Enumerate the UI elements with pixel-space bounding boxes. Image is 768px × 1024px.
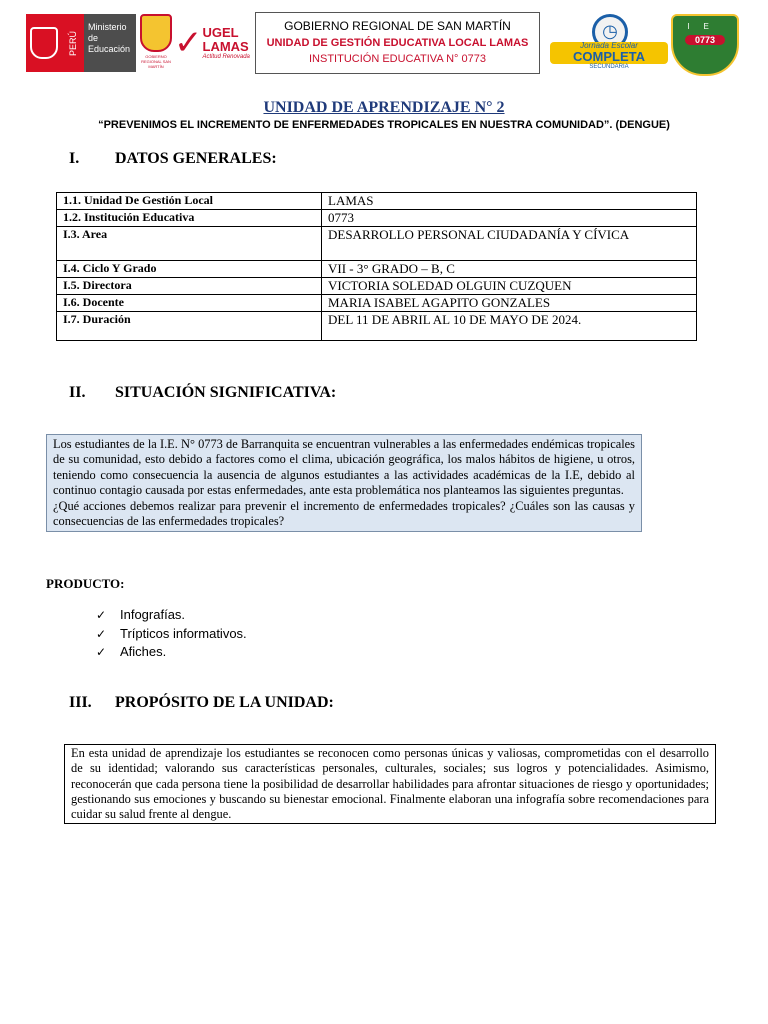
jec-main-text: COMPLETA [573,49,645,64]
table-cell-label: I.3. Area [57,227,322,261]
unit-subtitle: “PREVENIMOS EL INCREMENTO DE ENFERMEDADES TROPICALES EN NUESTRA COMUNIDAD”. (DENGUE) [98,119,670,131]
header-line-1: GOBIERNO REGIONAL DE SAN MARTÍN [284,19,511,33]
table-cell-value: DESARROLLO PERSONAL CIUDADANÍA Y CÍVICA [322,227,697,261]
producto-label: PRODUCTO: [46,576,125,591]
table-cell-label: 1.2. Institución Educativa [57,210,322,227]
ie-number: 0773 [685,35,725,45]
table-row [57,210,697,227]
peru-label: PERÚ [62,14,84,72]
section-heading-datos [69,150,277,168]
table-cell-label: 1.1. Unidad De Gestión Local [57,193,322,210]
header-line-2: UNIDAD DE GESTIÓN EDUCATIVA LOCAL LAMAS [266,37,529,49]
table-cell-value: LAMAS [322,193,697,210]
situacion-paragraph-1: Los estudiantes de la I.E. N° 0773 de Barranquita se encuentran vulnerables a las enfermedades endémicas tropicales de su comunidad, esto debido a factores como el clima, ubicación geográfica, los malos hábitos de higiene, u otros, teniendo como consecuencia la ausencia de algunos estudiantes a las actividades académicas de la I.E, debido al continuo contagio causada por estas enfermedades, ante esta problemática nos planteamos las siguientes preguntas. [53,437,635,498]
section-title: PROPÓSITO DE LA UNIDAD: [115,694,334,711]
institution-header-box [255,12,540,74]
producto-item-text: Afiches. [120,644,167,659]
section-number: III. [69,694,92,711]
table-cell-value: 0773 [322,210,697,227]
table-cell-value: VII - 3° GRADO – B, C [322,261,697,278]
regional-logo-text: GOBIERNO REGIONAL SAN MARTÍN [141,54,171,69]
section-number: II. [69,384,86,401]
list-item [96,625,247,644]
table-row [57,295,697,312]
ministerio-label: Ministerio de Educación [84,14,136,72]
table-row [57,193,697,210]
section-heading-proposito [69,694,334,712]
situacion-significativa-box [46,434,642,532]
table-cell-label: I.7. Duración [57,312,322,341]
proposito-box: En esta unidad de aprendizaje los estudiantes se reconocen como personas únicas y valiosas, comprometidas con el desarrollo de su identidad; valorando sus características personales, culturales, sociales; sus logros y potencialidades. Asimismo, reconocerán que cada persona tiene la posibilidad de desarrollar habilidades para afrontar situaciones de riesgo y oportunidades; gestionando sus emociones y buscando su bienestar emocional. Finalmente elaboran una infografía sobre recomendaciones para cuidar su salud frente al dengue. [64,744,716,824]
header-line-3: INSTITUCIÓN EDUCATIVA N° 0773 [309,53,486,65]
table-cell-label: I.4. Ciclo Y Grado [57,261,322,278]
table-cell-label: I.6. Docente [57,295,322,312]
ugel-logo [174,14,254,72]
datos-generales-table [56,192,697,341]
peru-crest-icon [26,14,62,72]
ugel-name: UGEL LAMAS [202,25,249,54]
table-cell-value: DEL 11 DE ABRIL AL 10 DE MAYO DE 2024. [322,312,697,341]
document-header [26,12,742,76]
section-title: SITUACIÓN SIGNIFICATIVA: [115,384,337,401]
ugel-check-icon: ✓ [174,23,203,63]
clock-icon: ◷ [592,14,628,50]
unit-title: UNIDAD DE APRENDIZAJE N° 2 [263,99,505,116]
jec-top-text: Jornada Escolar [580,41,638,50]
ugel-tagline: Actitud Renovada [202,54,250,60]
checkmark-icon: ✓ [96,645,107,659]
checkmark-icon: ✓ [96,608,107,622]
table-row [57,312,697,341]
checkmark-icon: ✓ [96,626,107,641]
producto-item-text: Trípticos informativos. [120,625,247,641]
list-item [96,606,247,625]
section-number: I. [69,150,80,167]
table-cell-label: I.5. Directora [57,278,322,295]
ie-shield-icon [671,14,739,76]
table-cell-value: VICTORIA SOLEDAD OLGUIN CUZQUEN [322,278,697,295]
table-row [57,261,697,278]
minedu-logo [26,14,136,72]
table-cell-value: MARIA ISABEL AGAPITO GONZALES [322,295,697,312]
producto-list [96,606,247,662]
situacion-paragraph-2: ¿Qué acciones debemos realizar para prevenir el incremento de enfermedades tropicales? ¿Cuáles son las causas y consecuencias de las enfermedades tropicales? [53,498,635,529]
list-item [96,643,247,662]
section-heading-situacion [69,384,336,402]
table-row [57,278,697,295]
producto-item-text: Infografías. [120,607,186,622]
regional-shield-icon [140,14,172,52]
table-row [57,227,697,261]
ie-0773-logo [671,14,741,74]
ie-letters: IE [687,22,723,31]
jornada-escolar-completa-logo [550,14,668,72]
section-title: DATOS GENERALES: [115,150,277,167]
jec-bottom-text: SECUNDARIA [589,64,629,70]
gobierno-regional-logo [140,14,172,72]
